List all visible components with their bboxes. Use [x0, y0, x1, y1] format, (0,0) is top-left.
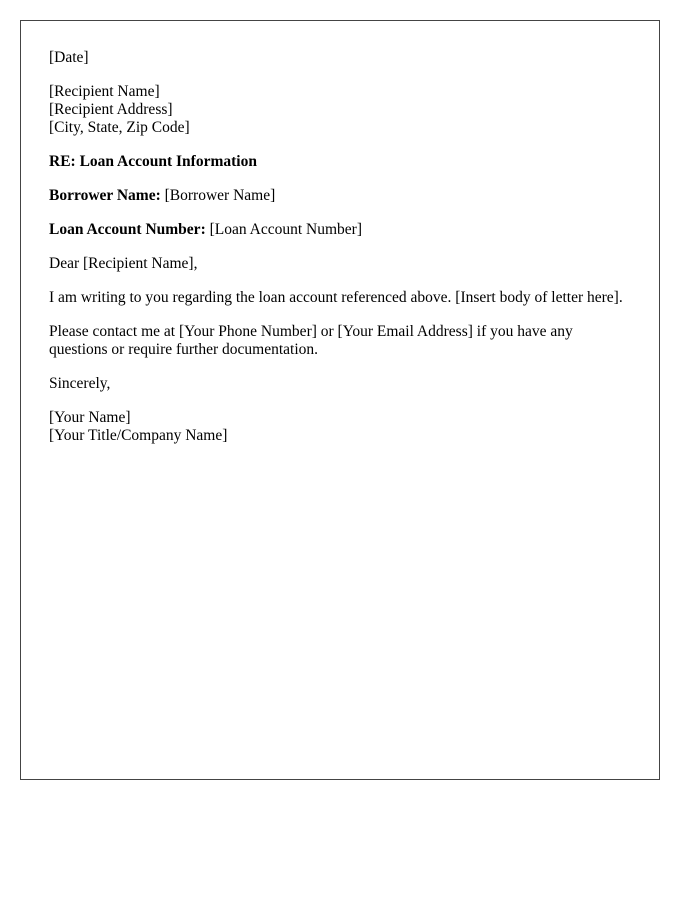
salutation: Dear [Recipient Name],	[49, 255, 198, 272]
letter-date-block	[49, 49, 631, 67]
signature-block	[49, 409, 631, 445]
subject-block	[49, 153, 631, 171]
closing-block	[49, 375, 631, 393]
recipient-block	[49, 83, 631, 137]
recipient-address: [Recipient Address]	[49, 101, 173, 118]
letter-page	[20, 20, 660, 780]
recipient-name: [Recipient Name]	[49, 83, 160, 100]
letter-date: [Date]	[49, 49, 89, 66]
borrower-label: Borrower Name:	[49, 187, 161, 204]
borrower-value: [Borrower Name]	[164, 187, 276, 204]
signature-title-company: [Your Title/Company Name]	[49, 427, 228, 444]
loan-account-value: [Loan Account Number]	[209, 221, 362, 238]
recipient-city-state-zip: [City, State, Zip Code]	[49, 119, 190, 136]
body-paragraph-2: Please contact me at [Your Phone Number] or [Your Email Address] if you have any questions or require further documentation.	[49, 323, 573, 358]
subject-line: RE: Loan Account Information	[49, 153, 257, 170]
body-paragraph-1: I am writing to you regarding the loan account referenced above. [Insert body of letter here].	[49, 289, 623, 306]
closing: Sincerely,	[49, 375, 111, 392]
loan-account-block	[49, 221, 631, 239]
salutation-block	[49, 255, 631, 273]
signature-name: [Your Name]	[49, 409, 131, 426]
loan-account-label: Loan Account Number:	[49, 221, 206, 238]
borrower-block	[49, 187, 631, 205]
